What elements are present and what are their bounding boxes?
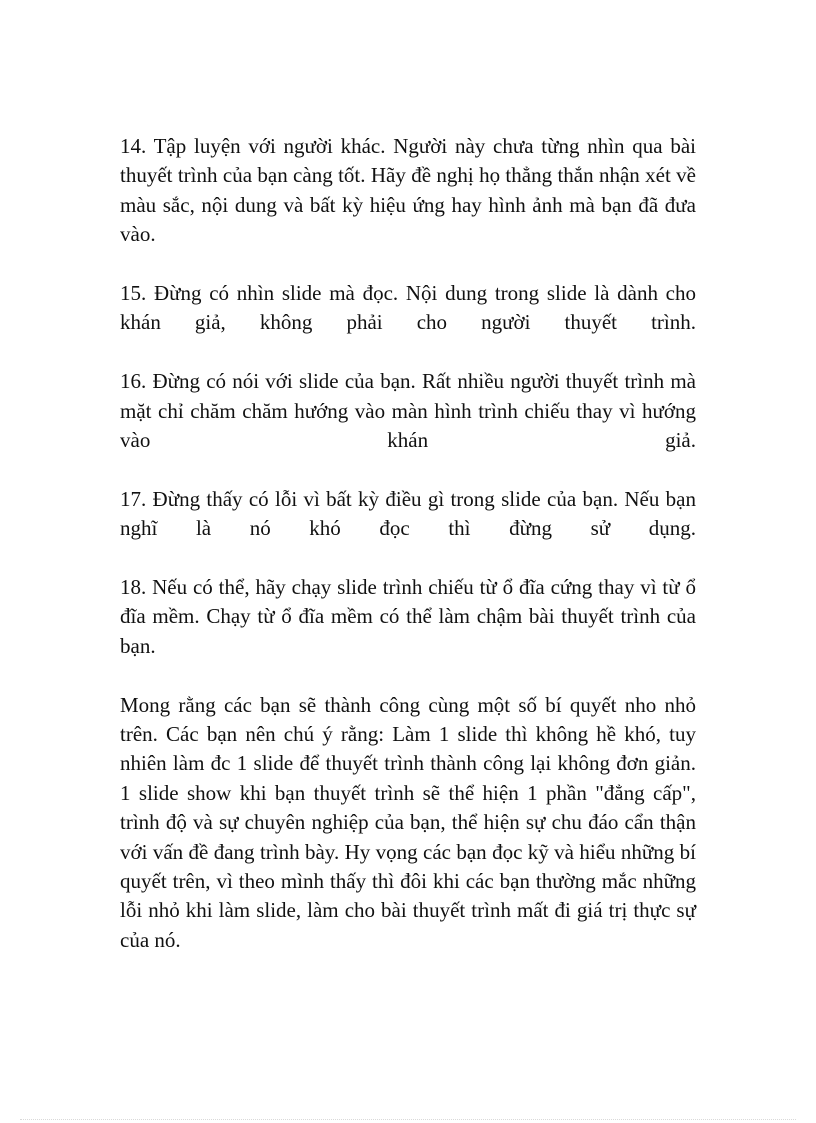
paragraph-tip-18: 18. Nếu có thể, hãy chạy slide trình chiếu từ ổ đĩa cứng thay vì từ ổ đĩa mềm. Chạy từ ổ đĩa mềm có thể làm chậm bài thuyết trình của bạn. xyxy=(120,575,696,658)
page-bottom-dotted-rule xyxy=(20,1119,796,1120)
paragraph-tip-16: 16. Đừng có nói với slide của bạn. Rất nhiều người thuyết trình mà mặt chỉ chăm chăm hướng vào màn hình trình chiếu thay vì hướng vào khán giả. xyxy=(120,369,696,453)
paragraph-tip-15: 15. Đừng có nhìn slide mà đọc. Nội dung trong slide là dành cho khán giả, không phải cho người thuyết trình. xyxy=(120,281,696,335)
document-body xyxy=(120,132,696,985)
paragraph-tip-14: 14. Tập luyện với người khác. Người này chưa từng nhìn qua bài thuyết trình của bạn càng tốt. Hãy đề nghị họ thẳng thắn nhận xét về màu sắc, nội dung và bất kỳ hiệu ứng hay hình ảnh mà bạn đã đưa vào. xyxy=(120,134,696,247)
paragraph-conclusion: Mong rằng các bạn sẽ thành công cùng một số bí quyết nho nhỏ trên. Các bạn nên chú ý rằng: Làm 1 slide thì không hề khó, tuy nhiên làm đc 1 slide để thuyết trình thành công lại không đơn giản. 1 slide show khi bạn thuyết trình sẽ thể hiện 1 phần "đẳng cấp", trình độ và sự chuyên nghiệp của bạn, thể hiện sự chu đáo cẩn thận với vấn đề đang trình bày. Hy vọng các bạn đọc kỹ và hiểu những bí quyết trên, vì theo mình thấy thì đôi khi các bạn thường mắc những lỗi nhỏ khi làm slide, làm cho bài thuyết trình mất đi giá trị thực sự của nó. xyxy=(120,692,696,952)
paragraph-tip-17: 17. Đừng thấy có lỗi vì bất kỳ điều gì trong slide của bạn. Nếu bạn nghĩ là nó khó đọc thì đừng sử dụng. xyxy=(120,486,696,541)
